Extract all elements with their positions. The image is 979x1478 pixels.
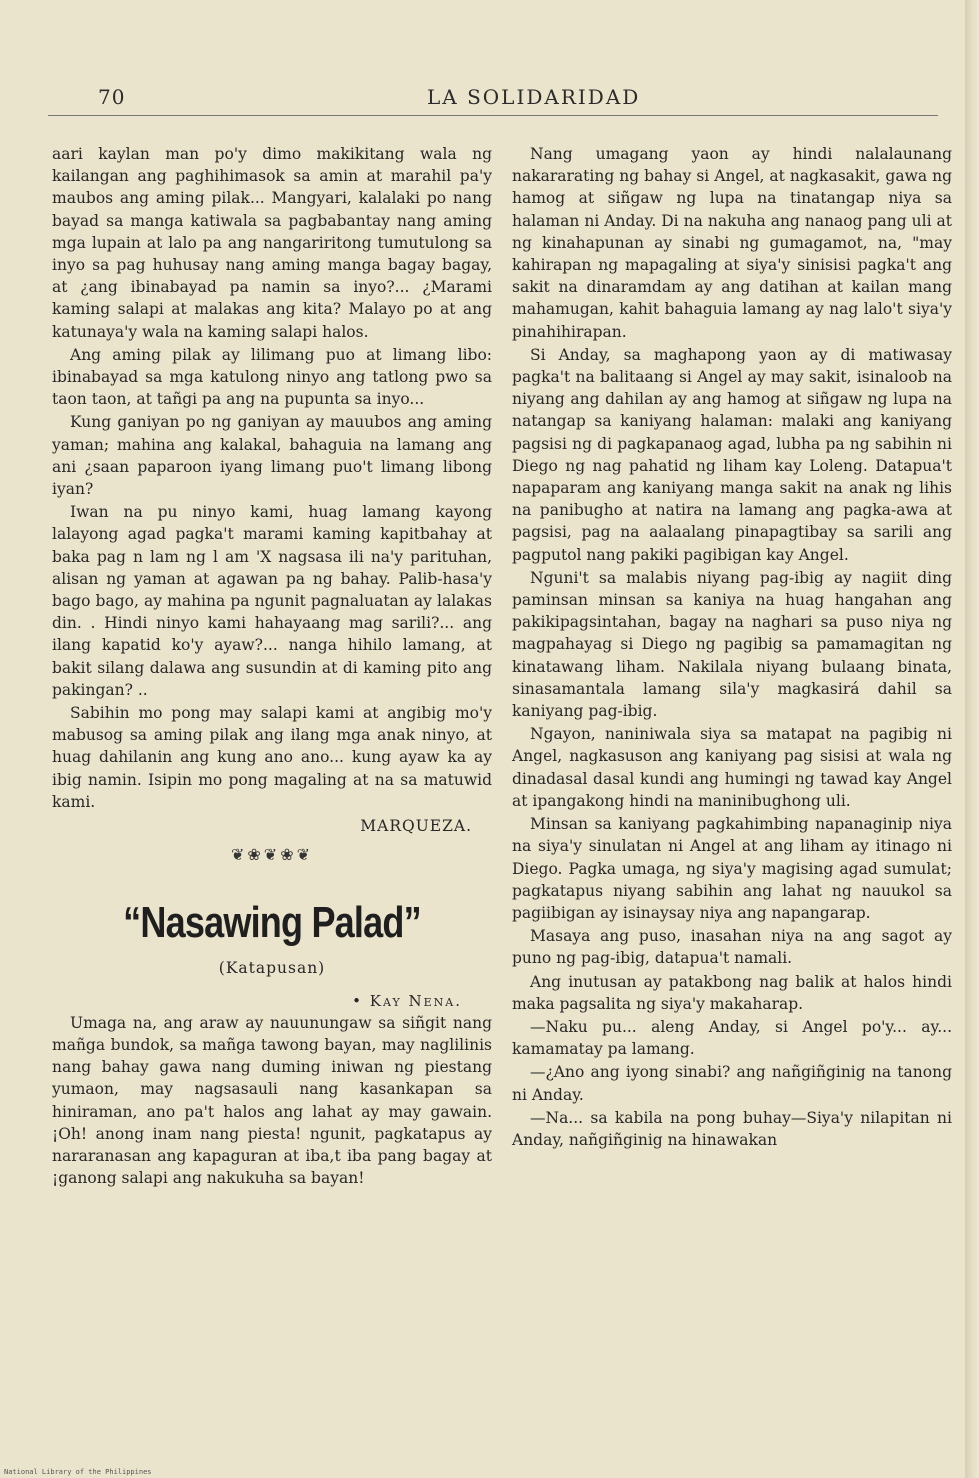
paragraph: aari kaylan man po'y dimo makikitang wala ng kailangan ang paghihimasok sa amin at marahil pa'y maubos ang aming pilak... Mangyari, kalalaki po nang bayad sa manga katiwala sa pagbabantay nang aming mga lupain at lalo pa ang nangariritong tumutulong sa inyo sa pag huhusay nang aming manga bagay bagay, at ¿ang ibinabayad pa namin sa inyo?... ¿Marami kaming salapi at malakas ang kita? Malayo po at ang katunaya'y wala na kaming salapi halos. <box>52 145 492 341</box>
footer-credit: National Library of the Philippines <box>4 1468 152 1476</box>
paragraph: Si Anday, sa maghapong yaon ay di matiwasay pagka't na balitaang si Angel ay may sakit, isinaloob na niyang ang dahilan ay ang hamog at siñgaw ng lupa na natangap sa kaniyang halaman: malaki ang kaniyang pagsisi ng di pagkapanaog agad, lubha pa ng sabihin ni Diego ng nag pahatid ng liham kay Loleng. Datapua't napaparam ang kaniyang manga sakit na anak ng lihis na panibugho at natira na lamang ang pagka-awa at pagsisi, pag na aalaalang pinapagtibay sa sarili ang pagputol nang pakiki pagibigan kay Angel. <box>512 345 952 564</box>
paragraph: —Naku pu... aleng Anday, si Angel po'y... ay... kamamatay pa lamang. <box>512 1017 952 1059</box>
article-title: “Nasawing Palad” <box>123 898 421 948</box>
article-subtitle: (Katapusan) <box>218 959 326 978</box>
paragraph: —Na... sa kabila na pong buhay—Siya'y nilapitan ni Anday, nañgiñginig na hinawakan <box>512 1108 952 1149</box>
paragraph: Ang aming pilak ay lilimang puo at limang libo: ibinabayad sa mga katulong ninyo ang tatlong pwo sa taon taon, at tañgi pa ang na pupunta sa inyo... <box>52 345 492 409</box>
journal-title: LA SOLIDARIDAD <box>427 85 641 109</box>
paragraph: Ang inutusan ay patakbong nag balik at halos hindi maka pagsalita ng siya'y makaharap. <box>512 972 952 1013</box>
paragraph: Umaga na, ang araw ay nauunungaw sa siñgit nang mañga bundok, sa mañga tawong bayan, may naglilinis nang bahay gawa nang duming iniwan ng piestang yumaon, may nagsasauli nang kasankapan sa hiniraman, ano pa't halos ang lahat ay may gawain. ¡Oh! anong inam nang piesta! ngunit, pagkatapus ay nararanasan ang kapaguran at iba,t iba pang bagay at ¡ganong salapi ang nakukuha sa bayan! <box>52 1013 492 1188</box>
paragraph: Ngayon, naniniwala siya sa matapat na pagibig ni Angel, nagkasuson ang kaniyang pag sisisi at wala ng dinadasal dasal kundi ang humingi ng tawad kay Angel at ipangakong hindi na maninibughong uli. <box>512 725 952 810</box>
paragraph: Nguni't sa malabis niyang pag-ibig ay nagiit ding paminsan minsan sa kaniya na huag hangahan ang pakikipagsintahan, bagay na naghari sa puso niya ng magpahayag si Diego ng pagibig sa pamamagitan ng kinatawang liham. Nakilala niyang bulaang binata, sinasamantala lamang sila'y magkasirá dahil sa kaniyang pag-ibig. <box>512 568 952 721</box>
page-edge <box>965 0 979 1478</box>
paragraph: Kung ganiyan po ng ganiyan ay mauubos ang aming yaman; mahina ang kalakal, bahaguia na lamang ang ani ¿saan paparoon iyang limang puo't limang libong iyan? <box>52 413 492 499</box>
right-column <box>512 143 952 1152</box>
header-rule <box>48 115 938 116</box>
ornament-divider: ❦❀❦❀❦ <box>230 845 314 865</box>
article-byline: • Kay Nena. <box>352 991 462 1010</box>
paragraph: —¿Ano ang iyong sinabi? ang nañgiñginig na tanong ni Anday. <box>512 1063 952 1104</box>
paragraph: Masaya ang puso, inasahan niya na ang sagot ay puno ng pag-ibig, datapua't namali. <box>512 927 952 968</box>
page-number: 70 <box>98 85 126 109</box>
signature: MARQUEZA. <box>360 817 472 836</box>
paragraph: Iwan na pu ninyo kami, huag lamang kayong lalayong agad pagka't marami kaming kapitbahay at baka pag n lam ng l am 'X nagsasa ili na'y parituhan, alisan ng yaman at agawan pa ng bahay. Palib-hasa'y bago bago, ay mahina pa ngunit pagnaluatan ay lalakas din. . Hindi ninyo kami hahayaang mag sarili?... ang ilang kapatid ko'y ayaw?... nanga hihilo lamang, at bakit silang dalawa ang susundin at di kaming pito ang pakingan? .. <box>52 503 492 699</box>
left-column <box>52 143 492 1190</box>
paragraph: Minsan sa kaniyang pagkahimbing napanaginip niya na siya'y sinulatan ni Angel at ang liham ay itinago ni Diego. Pagka umaga, ng siya'y magising agad sumulat; pagkatapus niyang sabihin ang lahat ng nauukol sa pagiibigan ay isinaysay niya ang napangarap. <box>512 815 952 922</box>
paragraph: Nang umagang yaon ay hindi nalalaunang nakararating ng bahay si Angel, at nagkasakit, gawa ng hamog at siñgaw ng lupa na tinatangap niya sa halaman ni Anday. Di na nakuha ang nanaog pang uli at ng kinahapunan ay sinabi ng gumagamot, na, "may kahirapan ng mapagaling at siya'y sinisisi pagka't ang sakit na dinaramdam ay ang datihan at kailan mang mahamugan, kahit bahaguia lamang ay nag lalo't siya'y pinahihirapan. <box>512 145 952 341</box>
running-head <box>0 85 979 113</box>
paragraph: Sabihin mo pong may salapi kami at angibig mo'y mabusog sa aming pilak ang ilang mga anak ninyo, at huag dahilanin ang kung ano ano... kung ayaw ka ay ibig namin. Isipin mo pong magaling at na sa matuwid kami. <box>52 704 492 811</box>
